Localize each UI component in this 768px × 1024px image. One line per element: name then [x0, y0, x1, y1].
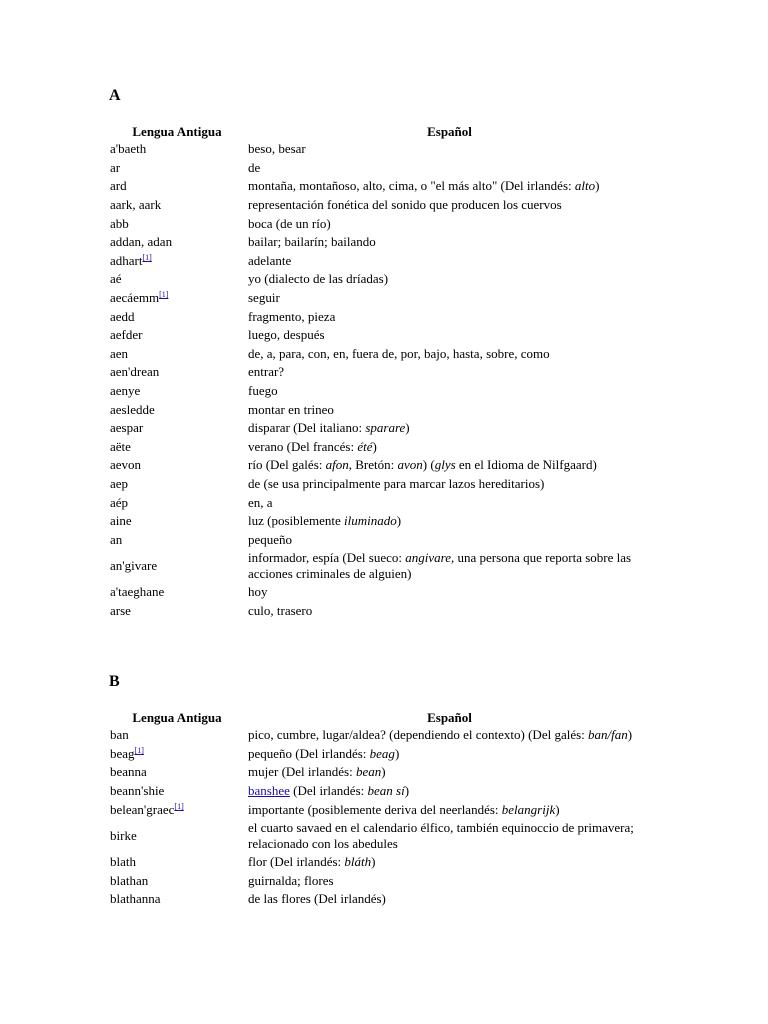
definition-text: ) [555, 801, 560, 817]
table-row [108, 530, 653, 549]
definition-cell [246, 214, 653, 233]
definition-text: ) [381, 764, 386, 780]
table-row [108, 819, 653, 853]
definition-text: seguir [248, 290, 280, 306]
table-row [108, 326, 653, 345]
definition-text: ) ( [422, 457, 435, 473]
definition-cell [246, 196, 653, 215]
term-text: blathan [110, 872, 149, 888]
definition-text: luz (posiblemente [248, 513, 345, 529]
definition-cell [246, 438, 653, 457]
term-text: aedd [110, 308, 135, 324]
definition-cell [246, 583, 653, 602]
term-cell [108, 583, 246, 602]
definition-cell [246, 382, 653, 401]
table-row [108, 745, 653, 764]
header-lengua-antigua: Lengua Antigua [132, 710, 222, 725]
definition-text: flor (Del irlandés: [248, 854, 345, 870]
definition-text: de (se usa principalmente para marcar lazos hereditarios) [248, 475, 545, 491]
definition-link[interactable]: banshee [248, 783, 290, 799]
definition-text: culo, trasero [248, 602, 313, 618]
table-header-row [108, 121, 653, 140]
definition-cell [246, 270, 653, 289]
definition-cell [246, 890, 653, 909]
term-cell [108, 890, 246, 909]
term-text: aecáemm [110, 290, 160, 306]
term-text: a'taeghane [110, 584, 165, 600]
table-row [108, 159, 653, 178]
header-lengua-antigua: Lengua Antigua [132, 124, 222, 139]
term-cell [108, 512, 246, 531]
definition-text: ) [404, 783, 410, 799]
definition-cell [246, 819, 653, 853]
definition-cell [246, 512, 653, 531]
definition-italic: iluminado [344, 513, 397, 529]
term-cell [108, 196, 246, 215]
term-cell [108, 763, 246, 782]
table-row [108, 726, 653, 745]
definition-text: yo (dialecto de las dríadas) [248, 271, 389, 287]
term-text: addan, adan [110, 234, 173, 250]
term-text: belean'graec [110, 801, 175, 817]
definition-cell [246, 345, 653, 364]
definition-cell [246, 289, 653, 308]
header-espanol: Español [427, 710, 472, 725]
table-row [108, 289, 653, 308]
definition-italic: bean [355, 764, 382, 780]
definition-text: representación fonética del sonido que producen los cuervos [248, 197, 562, 213]
term-text: birke [110, 827, 137, 843]
definition-italic: glys [434, 457, 456, 473]
definition-cell [246, 800, 653, 819]
term-cell [108, 800, 246, 819]
term-cell [108, 159, 246, 178]
term-text: abb [110, 215, 129, 231]
definition-italic: été [357, 438, 373, 454]
definition-italic: ban/fan [588, 727, 628, 743]
definition-italic: beag [369, 745, 395, 761]
section-b-table [108, 707, 653, 909]
definition-text: informador, espía (Del sueco: [248, 550, 406, 566]
definition-cell [246, 549, 653, 583]
term-text: arse [110, 602, 131, 618]
term-cell [108, 214, 246, 233]
term-text: ban [110, 727, 129, 743]
table-row [108, 456, 653, 475]
definition-text: pequeño [248, 531, 293, 547]
footnote-link[interactable]: [1] [134, 745, 144, 755]
definition-text: río (Del galés: [248, 457, 326, 473]
term-cell [108, 782, 246, 801]
definition-text: bailar; bailarín; bailando [248, 234, 376, 250]
definition-italic: angivare [405, 550, 451, 566]
table-row [108, 602, 653, 621]
definition-text: el cuarto savaed en el calendario élfico, también equinoccio de primavera; relacionado con los abedules [248, 819, 634, 851]
definition-text: ) [627, 727, 633, 743]
term-text: beag [110, 745, 135, 761]
term-cell [108, 289, 246, 308]
term-cell [108, 233, 246, 252]
term-cell [108, 819, 246, 853]
table-row [108, 345, 653, 364]
section-b-letter: B [109, 673, 120, 690]
term-cell [108, 530, 246, 549]
definition-text: de [248, 159, 261, 175]
table-row [108, 270, 653, 289]
term-text: aenye [110, 383, 141, 399]
definition-cell [246, 363, 653, 382]
definition-cell [246, 726, 653, 745]
table-row [108, 307, 653, 326]
definition-cell [246, 307, 653, 326]
definition-text: ) [371, 854, 376, 870]
table-row [108, 782, 653, 801]
term-text: a'baeth [110, 141, 147, 157]
definition-text: boca (de un río) [248, 215, 331, 231]
definition-text: ) [372, 438, 377, 454]
definition-cell [246, 853, 653, 872]
definition-text: mujer (Del irlandés: [248, 764, 356, 780]
section-a-letter: A [109, 87, 121, 104]
definition-text: adelante [248, 252, 292, 268]
definition-text: , Bretón: [348, 457, 398, 473]
term-text: aespar [110, 420, 144, 436]
table-row [108, 549, 653, 583]
definition-cell [246, 475, 653, 494]
definition-cell [246, 140, 653, 159]
table-row [108, 763, 653, 782]
definition-cell [246, 456, 653, 475]
term-cell [108, 438, 246, 457]
definition-text: en el Idioma de Nilfgaard) [455, 457, 597, 473]
definition-text: verano (Del francés: [248, 438, 358, 454]
table-row [108, 363, 653, 382]
definition-text: ) [394, 745, 400, 761]
term-text: aesledde [110, 401, 155, 417]
term-text: aevon [110, 457, 142, 473]
term-text: aark, aark [110, 197, 162, 213]
term-cell [108, 270, 246, 289]
table-row [108, 493, 653, 512]
table-row [108, 890, 653, 909]
table-row [108, 872, 653, 891]
definition-text: (Del irlandés: [289, 783, 368, 799]
term-cell [108, 493, 246, 512]
term-cell [108, 726, 246, 745]
term-cell [108, 549, 246, 583]
table-row [108, 475, 653, 494]
definition-text: ) [396, 513, 402, 529]
definition-text: de, a, para, con, en, fuera de, por, bajo, hasta, sobre, como [248, 345, 550, 361]
table-row [108, 800, 653, 819]
definition-text: ) [595, 178, 600, 194]
definition-text: luego, después [248, 327, 325, 343]
term-text: an [110, 531, 123, 547]
term-cell [108, 326, 246, 345]
definition-text: , una persona que reporta sobre las acciones criminales de alguien) [248, 550, 632, 582]
definition-italic: belangrijk [501, 801, 556, 817]
definition-italic: alto [574, 178, 596, 194]
term-cell [108, 382, 246, 401]
definition-italic: bláth [344, 854, 372, 870]
definition-italic: sparare [365, 420, 406, 436]
definition-text: pequeño (Del irlandés: [248, 745, 370, 761]
term-cell [108, 419, 246, 438]
definition-text: de las flores (Del irlandés) [248, 891, 386, 907]
term-text: aé [110, 271, 122, 287]
table-row [108, 382, 653, 401]
definition-text: entrar? [248, 364, 285, 380]
definition-cell [246, 763, 653, 782]
table-header-row [108, 707, 653, 726]
definition-cell [246, 602, 653, 621]
table-row [108, 233, 653, 252]
term-text: ard [110, 178, 127, 194]
definition-italic: bean sí [367, 783, 405, 799]
definition-cell [246, 872, 653, 891]
definition-text: guirnalda; flores [248, 872, 334, 888]
definition-text: disparar (Del italiano: [248, 420, 366, 436]
definition-cell [246, 493, 653, 512]
table-row [108, 853, 653, 872]
definition-cell [246, 233, 653, 252]
definition-italic: afon [325, 457, 349, 473]
table-row [108, 214, 653, 233]
footnote-link[interactable]: [1] [159, 290, 169, 300]
term-cell [108, 252, 246, 271]
term-cell [108, 475, 246, 494]
term-cell [108, 140, 246, 159]
term-text: beann'shie [110, 783, 165, 799]
table-row [108, 140, 653, 159]
footnote-link[interactable]: [1] [142, 252, 152, 262]
table-row [108, 583, 653, 602]
table-row [108, 438, 653, 457]
term-text: aen'drean [110, 364, 160, 380]
term-cell [108, 872, 246, 891]
table-row [108, 400, 653, 419]
term-text: aëte [110, 438, 131, 454]
definition-cell [246, 530, 653, 549]
footnote-link[interactable]: [1] [174, 801, 184, 811]
definition-cell [246, 400, 653, 419]
term-text: aefder [110, 327, 143, 343]
term-text: ar [110, 159, 121, 175]
term-text: an'givare [110, 558, 158, 574]
term-cell [108, 853, 246, 872]
definition-text: montaña, montañoso, alto, cima, o "el más alto" (Del irlandés: [248, 178, 575, 194]
header-espanol: Español [427, 124, 472, 139]
definition-text: beso, besar [248, 141, 306, 157]
term-cell [108, 456, 246, 475]
definition-text: en, a [248, 494, 273, 510]
definition-cell [246, 252, 653, 271]
table-row [108, 419, 653, 438]
table-row [108, 512, 653, 531]
definition-italic: avon [397, 457, 423, 473]
definition-cell [246, 782, 653, 801]
table-row [108, 177, 653, 196]
definition-text: montar en trineo [248, 401, 334, 417]
definition-cell [246, 159, 653, 178]
definition-cell [246, 745, 653, 764]
term-cell [108, 345, 246, 364]
definition-text: pico, cumbre, lugar/aldea? (dependiendo el contexto) (Del galés: [248, 727, 589, 743]
term-cell [108, 602, 246, 621]
term-text: blathanna [110, 891, 161, 907]
definition-text: ) [405, 420, 410, 436]
term-cell [108, 177, 246, 196]
term-cell [108, 363, 246, 382]
definition-text: hoy [248, 584, 268, 600]
table-row [108, 252, 653, 271]
definition-text: fuego [248, 383, 278, 399]
term-text: aep [110, 475, 129, 491]
definition-cell [246, 419, 653, 438]
definition-text: importante (posiblemente deriva del neerlandés: [248, 801, 502, 817]
table-row [108, 196, 653, 215]
definition-text: fragmento, pieza [248, 308, 336, 324]
term-text: adhart [110, 252, 143, 268]
term-text: aen [110, 345, 129, 361]
term-cell [108, 307, 246, 326]
section-a-table [108, 121, 653, 620]
term-text: aép [110, 494, 129, 510]
term-text: blath [110, 854, 136, 870]
definition-cell [246, 326, 653, 345]
term-cell [108, 400, 246, 419]
term-text: aine [110, 513, 132, 529]
term-text: beanna [110, 764, 147, 780]
definition-cell [246, 177, 653, 196]
term-cell [108, 745, 246, 764]
